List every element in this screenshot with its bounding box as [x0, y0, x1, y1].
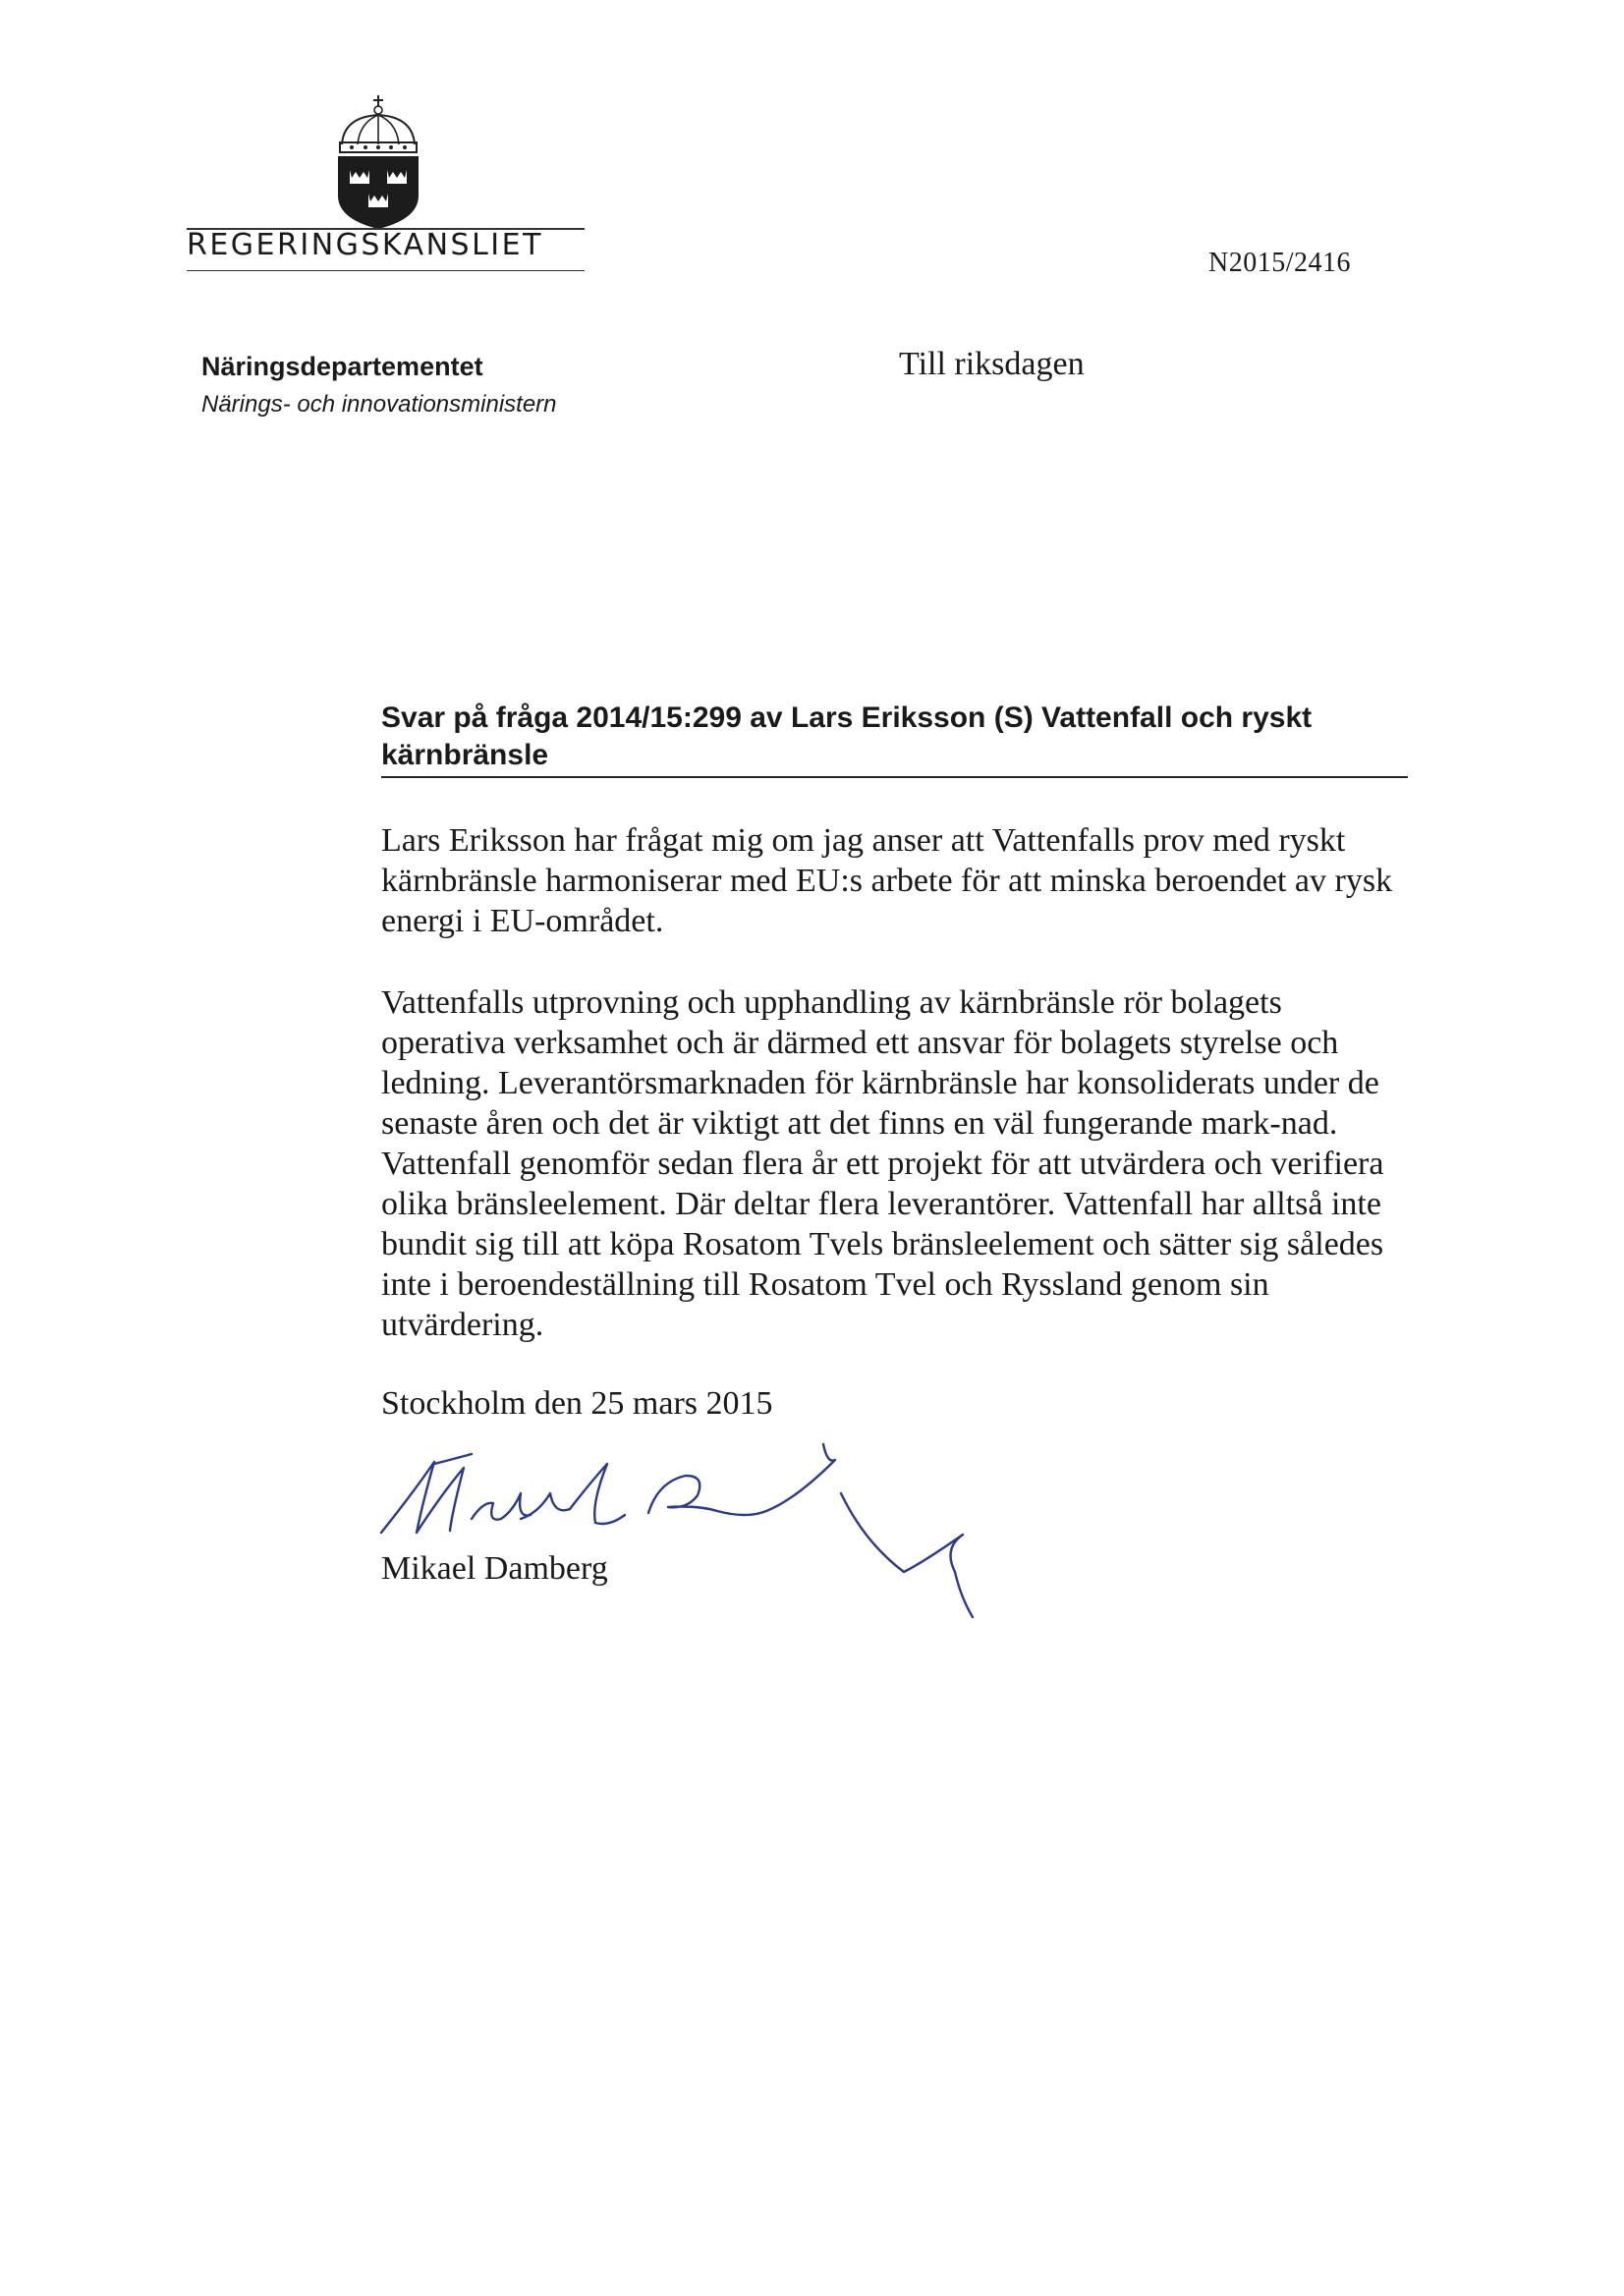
document-title: Svar på fråga 2014/15:299 av Lars Eriksson (S) Vattenfall och ryskt kärnbränsle — [381, 701, 1313, 771]
header-bottom-rule — [187, 270, 585, 271]
recipient: Till riksdagen — [899, 346, 1085, 382]
place-date: Stockholm den 25 mars 2015 — [381, 1385, 773, 1422]
department-name: Näringsdepartementet — [201, 352, 483, 381]
government-seal-icon — [324, 93, 432, 231]
organization-name: REGERINGSKANSLIET — [187, 228, 543, 262]
title-rule — [381, 776, 1408, 778]
body-paragraph: Vattenfalls utprovning och upphandling av kärnbränsle rör bolagets operativa verksamhet och är därmed ett ansvar för bolagets styrelse och ledning. Leverantörsmarknaden för kärnbränsle har konsoliderats under de senaste åren och det är viktigt att det finns en väl fungerande mark-nad. Vattenfall genomför sedan flera år ett projekt för att utvärdera och verifiera olika bränsleelement. Där deltar flera leverantörer. Vattenfall har alltså inte bundit sig till att köpa Rosatom Tvels bränsleelement och sätter sig således inte i beroendeställning till Rosatom Tvel och Ryssland genom sin utvärdering. — [381, 984, 1384, 1343]
body-paragraph: Lars Eriksson har frågat mig om jag anser att Vattenfalls prov med ryskt kärnbränsle harmoniserar med EU:s arbete för att minska beroendet av rysk energi i EU-området. — [381, 822, 1393, 939]
signatory-name: Mikael Damberg — [381, 1550, 608, 1587]
minister-title: Närings- och innovationsministern — [201, 391, 557, 418]
signature-icon — [373, 1425, 982, 1631]
document-number: N2015/2416 — [1208, 248, 1351, 278]
